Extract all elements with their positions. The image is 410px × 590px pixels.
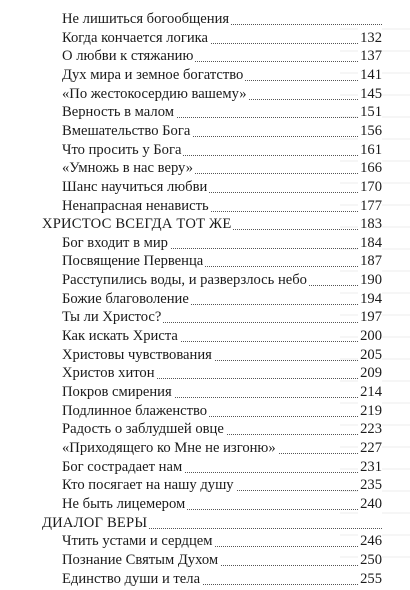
toc-entry-title: Шанс научиться любви bbox=[62, 176, 209, 198]
toc-page-number: 194 bbox=[358, 288, 382, 310]
toc-page-number: 137 bbox=[358, 45, 382, 67]
toc-page-number: 240 bbox=[358, 493, 382, 515]
toc-entry-title: Что просить у Бога bbox=[62, 139, 183, 161]
toc-entry-title: Верность в малом bbox=[62, 101, 176, 123]
toc-page-number: 209 bbox=[358, 362, 382, 384]
toc-entry-title: «По жестокосердию вашему» bbox=[62, 83, 249, 105]
toc-entry-title: Бог сострадает нам bbox=[62, 456, 184, 478]
toc-entry-title: Когда кончается логика bbox=[62, 27, 210, 49]
toc-page-number: 205 bbox=[358, 344, 382, 366]
toc-page-number: 190 bbox=[358, 269, 382, 291]
toc-page-number: 231 bbox=[358, 456, 382, 478]
toc-page-number: 235 bbox=[358, 474, 382, 496]
toc-entry-title: Кто посягает на нашу душу bbox=[62, 474, 236, 496]
toc-page-number: 177 bbox=[358, 195, 382, 217]
toc-page-number: 183 bbox=[358, 213, 382, 235]
toc-entry-title: «Приходящего ко Мне не изгоню» bbox=[62, 437, 278, 459]
toc-entry-title: Христовы чувствования bbox=[62, 344, 214, 366]
toc-page-number: 255 bbox=[358, 568, 382, 590]
toc-page-number: 161 bbox=[358, 139, 382, 161]
toc-entry-title: Расступились воды, и разверзлось небо bbox=[62, 269, 309, 291]
toc-entry-title: Не быть лицемером bbox=[62, 493, 187, 515]
toc-page-number: 170 bbox=[358, 176, 382, 198]
toc-entry-title: Ты ли Христос? bbox=[62, 306, 163, 328]
toc-page-number: 187 bbox=[358, 250, 382, 272]
toc-entry-title: ДИАЛОГ ВЕРЫ bbox=[42, 512, 149, 534]
toc-page-number: 151 bbox=[358, 101, 382, 123]
toc-entry-title: Божие благоволение bbox=[62, 288, 191, 310]
toc-entry-title: Радость о заблудшей овце bbox=[62, 418, 226, 440]
toc-page-number: 166 bbox=[358, 157, 382, 179]
toc-page-number: 250 bbox=[358, 549, 382, 571]
toc-entry-title: «Умножь в нас веру» bbox=[62, 157, 195, 179]
toc-entry-title: Не лишиться богообщения bbox=[62, 8, 231, 30]
toc-page-number: 246 bbox=[358, 530, 382, 552]
toc-entry-title: Христов хитон bbox=[62, 362, 157, 384]
toc-page-number: 145 bbox=[358, 83, 382, 105]
toc-page-number: 227 bbox=[358, 437, 382, 459]
toc-entry-title: Ненапрасная ненависть bbox=[62, 195, 211, 217]
toc-page-number: 156 bbox=[358, 120, 382, 142]
toc-entry-title: Познание Святым Духом bbox=[62, 549, 220, 571]
toc-page-number: 223 bbox=[358, 418, 382, 440]
toc-page-number: 197 bbox=[358, 306, 382, 328]
toc-page-number: 141 bbox=[358, 64, 382, 86]
toc-entry-title: Посвящение Первенца bbox=[62, 250, 205, 272]
toc-entry-title: О любви к стяжанию bbox=[62, 45, 195, 67]
toc-entry-title: Единство души и тела bbox=[62, 568, 202, 590]
toc-entry-title: ХРИСТОС ВСЕГДА ТОТ ЖЕ bbox=[42, 213, 233, 235]
toc-entry-title: Чтить устами и сердцем bbox=[62, 530, 215, 552]
toc-page-number: 200 bbox=[358, 325, 382, 347]
toc-page-number: 219 bbox=[358, 400, 382, 422]
toc-page-number: 214 bbox=[358, 381, 382, 403]
toc-entry-title: Как искать Христа bbox=[62, 325, 180, 347]
toc-entry-title: Покров смирения bbox=[62, 381, 174, 403]
toc-entry-title: Подлинное блаженство bbox=[62, 400, 209, 422]
toc-page-number: 132 bbox=[358, 27, 382, 49]
toc-entry-title: Вмешательство Бога bbox=[62, 120, 192, 142]
toc-page-number: 184 bbox=[358, 232, 382, 254]
toc-entry-title: Бог входит в мир bbox=[62, 232, 170, 254]
toc-entry-title: Дух мира и земное богатство bbox=[62, 64, 245, 86]
